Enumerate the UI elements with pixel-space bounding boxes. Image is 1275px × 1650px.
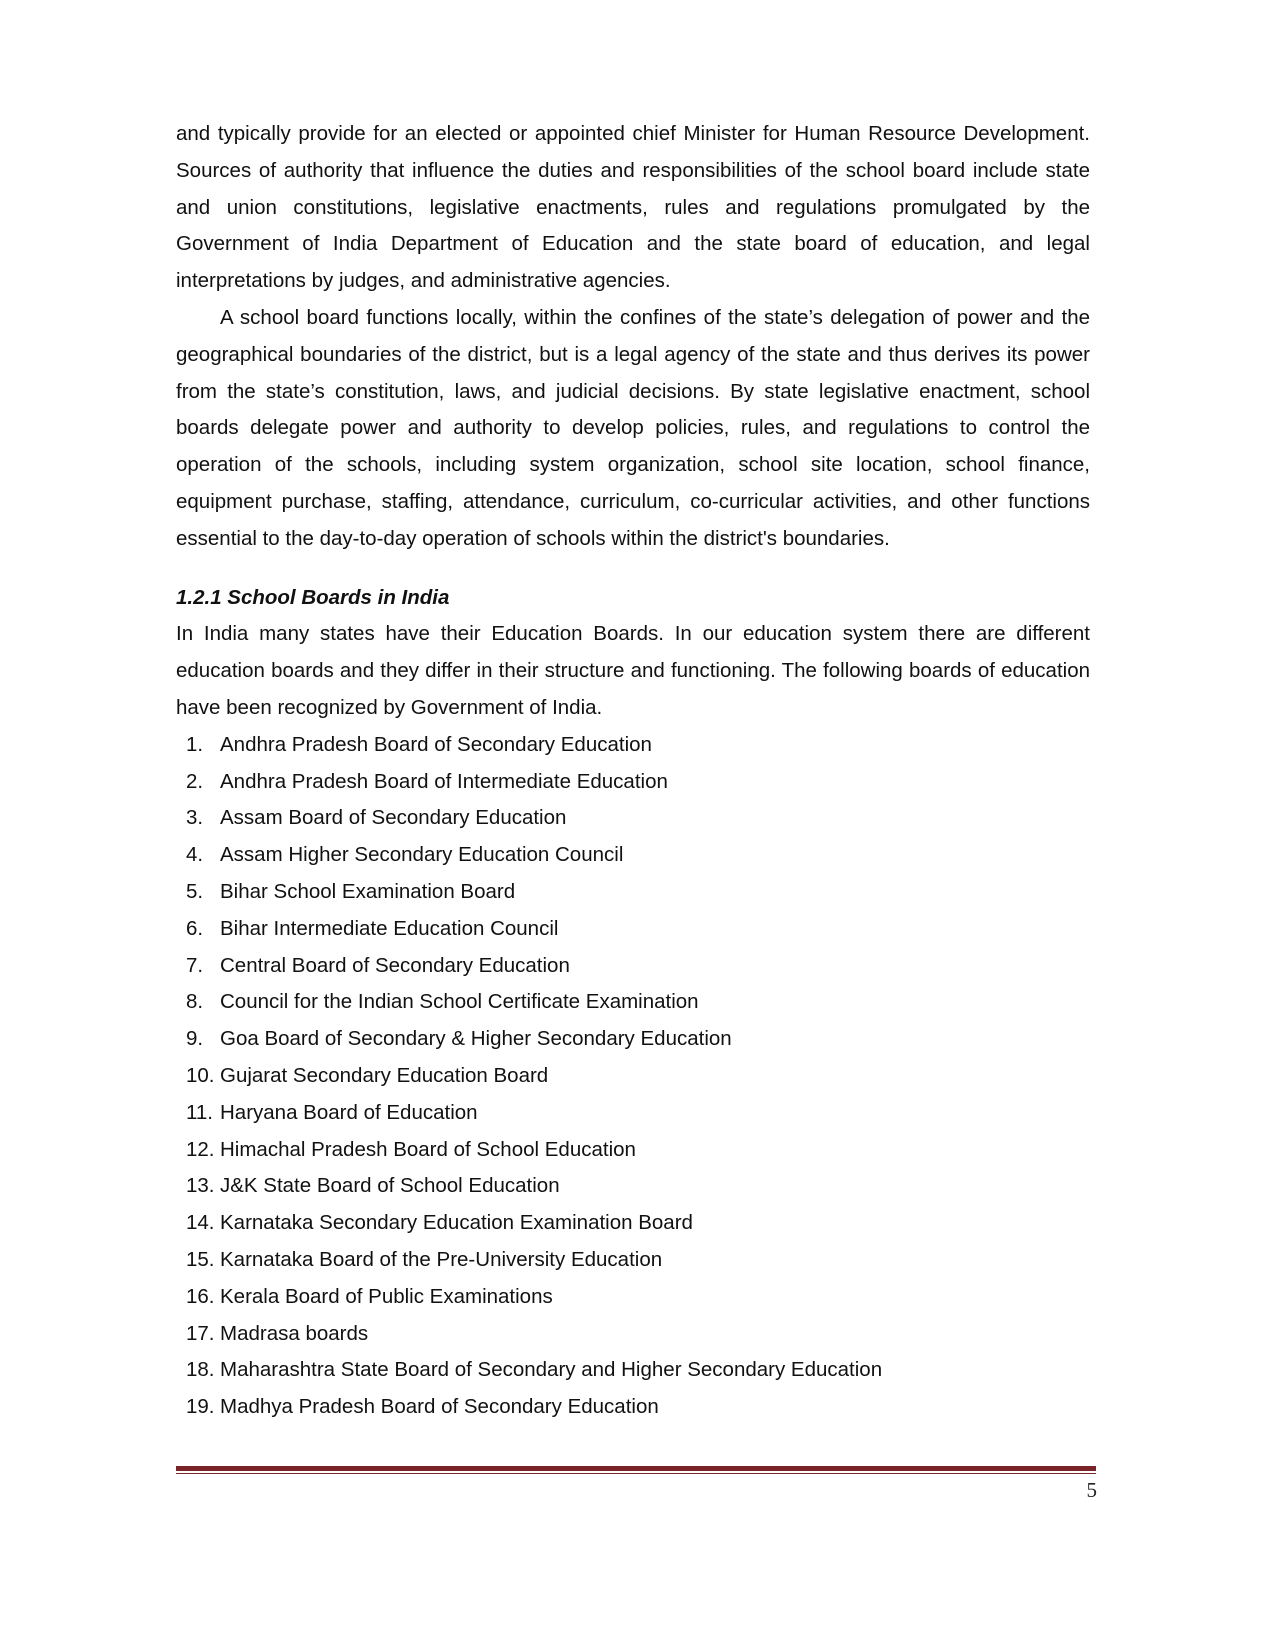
list-item <box>176 911 1090 948</box>
list-item-number: 3. <box>186 806 204 830</box>
list-item-number: 8. <box>186 990 204 1014</box>
list-item-number: 1. <box>186 732 204 756</box>
list-item <box>176 764 1090 801</box>
list-item-label: Andhra Pradesh Board of Intermediate Education <box>220 769 668 793</box>
list-item <box>176 800 1090 837</box>
list-item <box>176 1168 1090 1205</box>
list-item <box>176 1352 1090 1389</box>
paragraph-authority-sources: and typically provide for an elected or appointed chief Minister for Human Resource Development. Sources of authority that influence the duties and responsibilities of the school board include state and union constitutions, legislative enactments, rules and regulations promulgated by the Government of India Department of Education and the state board of education, and legal interpretations by judges, and administrative agencies. <box>176 122 1090 293</box>
list-item-label: Haryana Board of Education <box>220 1100 478 1124</box>
list-item <box>176 984 1090 1021</box>
list-item-number: 11. <box>186 1100 213 1124</box>
list-item-label: Maharashtra State Board of Secondary and Higher Secondary Education <box>220 1358 883 1382</box>
list-item-number: 10. <box>186 1063 215 1087</box>
list-item-label: Kerala Board of Public Examinations <box>220 1284 553 1308</box>
list-item-number: 19. <box>186 1395 215 1419</box>
list-item-number: 7. <box>186 953 204 977</box>
list-item-number: 12. <box>186 1137 215 1161</box>
list-item <box>176 1389 1090 1426</box>
list-item <box>176 837 1090 874</box>
list-item <box>176 1205 1090 1242</box>
list-item-number: 9. <box>186 1027 204 1051</box>
list-item <box>176 1279 1090 1316</box>
list-item <box>176 1058 1090 1095</box>
list-item-number: 16. <box>186 1284 215 1308</box>
page-number: 5 <box>1086 1478 1097 1502</box>
list-item <box>176 1242 1090 1279</box>
list-item <box>176 1095 1090 1132</box>
list-item-number: 2. <box>186 769 204 793</box>
list-item <box>176 727 1090 764</box>
footer-rule-thick <box>176 1466 1096 1471</box>
section-intro: In India many states have their Education Boards. In our education system there are different education boards and they differ in their structure and functioning. The following boards of education have been recognized by Government of India. <box>176 622 1090 719</box>
list-item-number: 5. <box>186 879 204 903</box>
list-item-number: 15. <box>186 1247 215 1271</box>
list-item-label: Council for the Indian School Certificate Examination <box>220 990 699 1014</box>
section-heading: 1.2.1 School Boards in India <box>176 585 450 609</box>
list-item-label: Madrasa boards <box>220 1321 369 1345</box>
list-item-number: 4. <box>186 843 204 867</box>
paragraph-school-board-functions: A school board functions locally, within the confines of the state’s delegation of power and the geographical boundaries of the district, but is a legal agency of the state and thus derives its power from the state’s constitution, laws, and judicial decisions. By state legislative enactment, school boards delegate power and authority to develop policies, rules, and regulations to control the operation of the schools, including system organization, school site location, school finance, equipment purchase, staffing, attendance, curriculum, co-curricular activities, and other functions essential to the day-to-day operation of schools within the district's boundaries. <box>176 305 1090 550</box>
list-item-number: 18. <box>186 1358 215 1382</box>
footer-rule <box>176 1466 1096 1474</box>
list-item <box>176 1021 1090 1058</box>
list-item-label: Karnataka Board of the Pre-University Education <box>220 1247 663 1271</box>
list-item-label: Assam Higher Secondary Education Council <box>220 843 624 867</box>
list-item-label: J&K State Board of School Education <box>220 1174 560 1198</box>
list-item-label: Madhya Pradesh Board of Secondary Education <box>220 1395 659 1419</box>
page-body <box>176 116 1090 1426</box>
list-item <box>176 1132 1090 1169</box>
list-item-label: Bihar Intermediate Education Council <box>220 916 559 940</box>
list-item-label: Bihar School Examination Board <box>220 879 516 903</box>
boards-list <box>176 727 1090 1426</box>
list-item-label: Goa Board of Secondary & Higher Secondary Education <box>220 1027 732 1051</box>
list-item-number: 6. <box>186 916 204 940</box>
list-item-number: 13. <box>186 1174 215 1198</box>
list-item-number: 17. <box>186 1321 215 1345</box>
list-item-label: Himachal Pradesh Board of School Education <box>220 1137 636 1161</box>
list-item-label: Karnataka Secondary Education Examination Board <box>220 1211 693 1235</box>
footer-rule-thin <box>176 1473 1096 1474</box>
list-item-label: Gujarat Secondary Education Board <box>220 1063 549 1087</box>
list-item-number: 14. <box>186 1211 215 1235</box>
list-item <box>176 874 1090 911</box>
list-item <box>176 948 1090 985</box>
list-item-label: Assam Board of Secondary Education <box>220 806 567 830</box>
list-item-label: Andhra Pradesh Board of Secondary Education <box>220 732 652 756</box>
list-item-label: Central Board of Secondary Education <box>220 953 570 977</box>
list-item <box>176 1316 1090 1353</box>
